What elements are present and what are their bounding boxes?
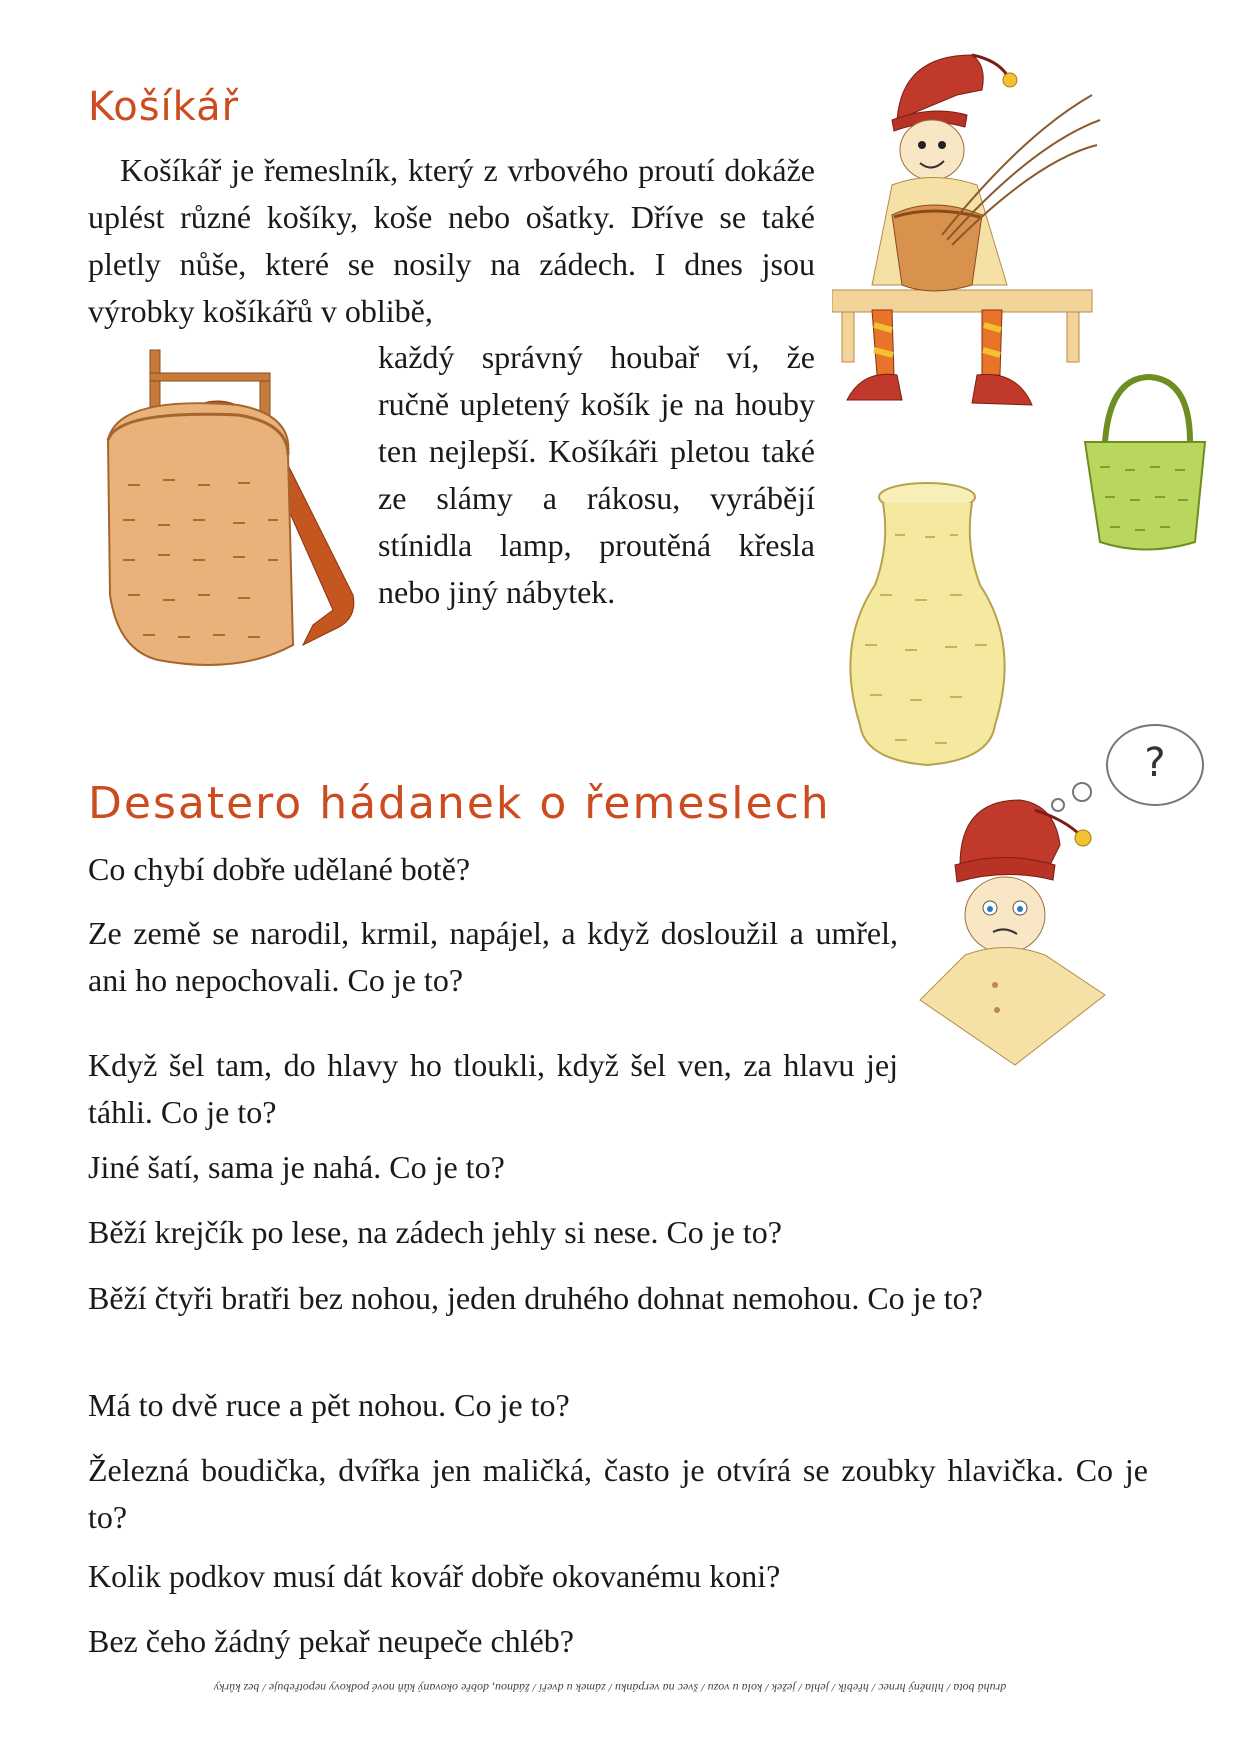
intro-paragraph: Košíkář je řemeslník, který z vrbového proutí dokáže uplést různé košíky, koše nebo ošatky. Dříve se také pletly nůše, které se nosily na zádech. I dnes jsou výrobky košíkářů v oblibě, <box>88 152 815 329</box>
riddle-5: Běží krejčík po lese, na zádech jehly si nese. Co je to? <box>88 1214 782 1250</box>
question-mark: ? <box>1144 740 1166 786</box>
answers-footer: druhá bota / hliněný hrnec / hřebík / jehla / ježek / kola u vozu / švec na verpánku / zámek u dveří / žádnou, dobře okovaný kůň nové podkovy nepotřebuje / bez kůrky <box>213 1681 1007 1695</box>
elf-basketmaker-illustration <box>832 35 1102 435</box>
backpack-basket-illustration <box>88 345 368 680</box>
riddle-2: Ze země se narodil, krmil, napájel, a když dosloužil a umřel, ani ho nepochovali. Co je to? <box>88 915 898 998</box>
section-title-riddles: Desatero hádanek o řemeslech <box>88 778 831 829</box>
riddle-4: Jiné šatí, sama je nahá. Co je to? <box>88 1149 505 1185</box>
riddle-10: Bez čeho žádný pekař neupeče chléb? <box>88 1623 574 1659</box>
riddle-7: Má to dvě ruce a pět nohou. Co je to? <box>88 1387 570 1423</box>
continuation-paragraph: každý správný houbař ví, že ručně upletený košík je na houby ten nejlepší. Košíkáři pletou také ze slámy a rákosu, vyrábějí stínidla lamp, proutěná křesla nebo jiný nábytek. <box>378 339 815 610</box>
riddle-1: Co chybí dobře udělané botě? <box>88 851 471 887</box>
wicker-vase-illustration <box>835 475 1020 775</box>
green-basket-illustration <box>1080 372 1210 557</box>
riddle-3: Když šel tam, do hlavy ho tloukli, když šel ven, za hlavu jej táhli. Co je to? <box>88 1047 898 1130</box>
thinking-elf-illustration <box>905 790 1115 1070</box>
riddle-8: Železná boudička, dvířka jen maličká, často je otvírá se zoubky hlavička. Co je to? <box>88 1452 1148 1535</box>
riddle-6: Běží čtyři bratři bez nohou, jeden druhého dohnat nemohou. Co je to? <box>88 1280 983 1316</box>
section-title-kosikar: Košíkář <box>88 84 240 130</box>
riddle-9: Kolik podkov musí dát kovář dobře okovanému koni? <box>88 1558 781 1594</box>
